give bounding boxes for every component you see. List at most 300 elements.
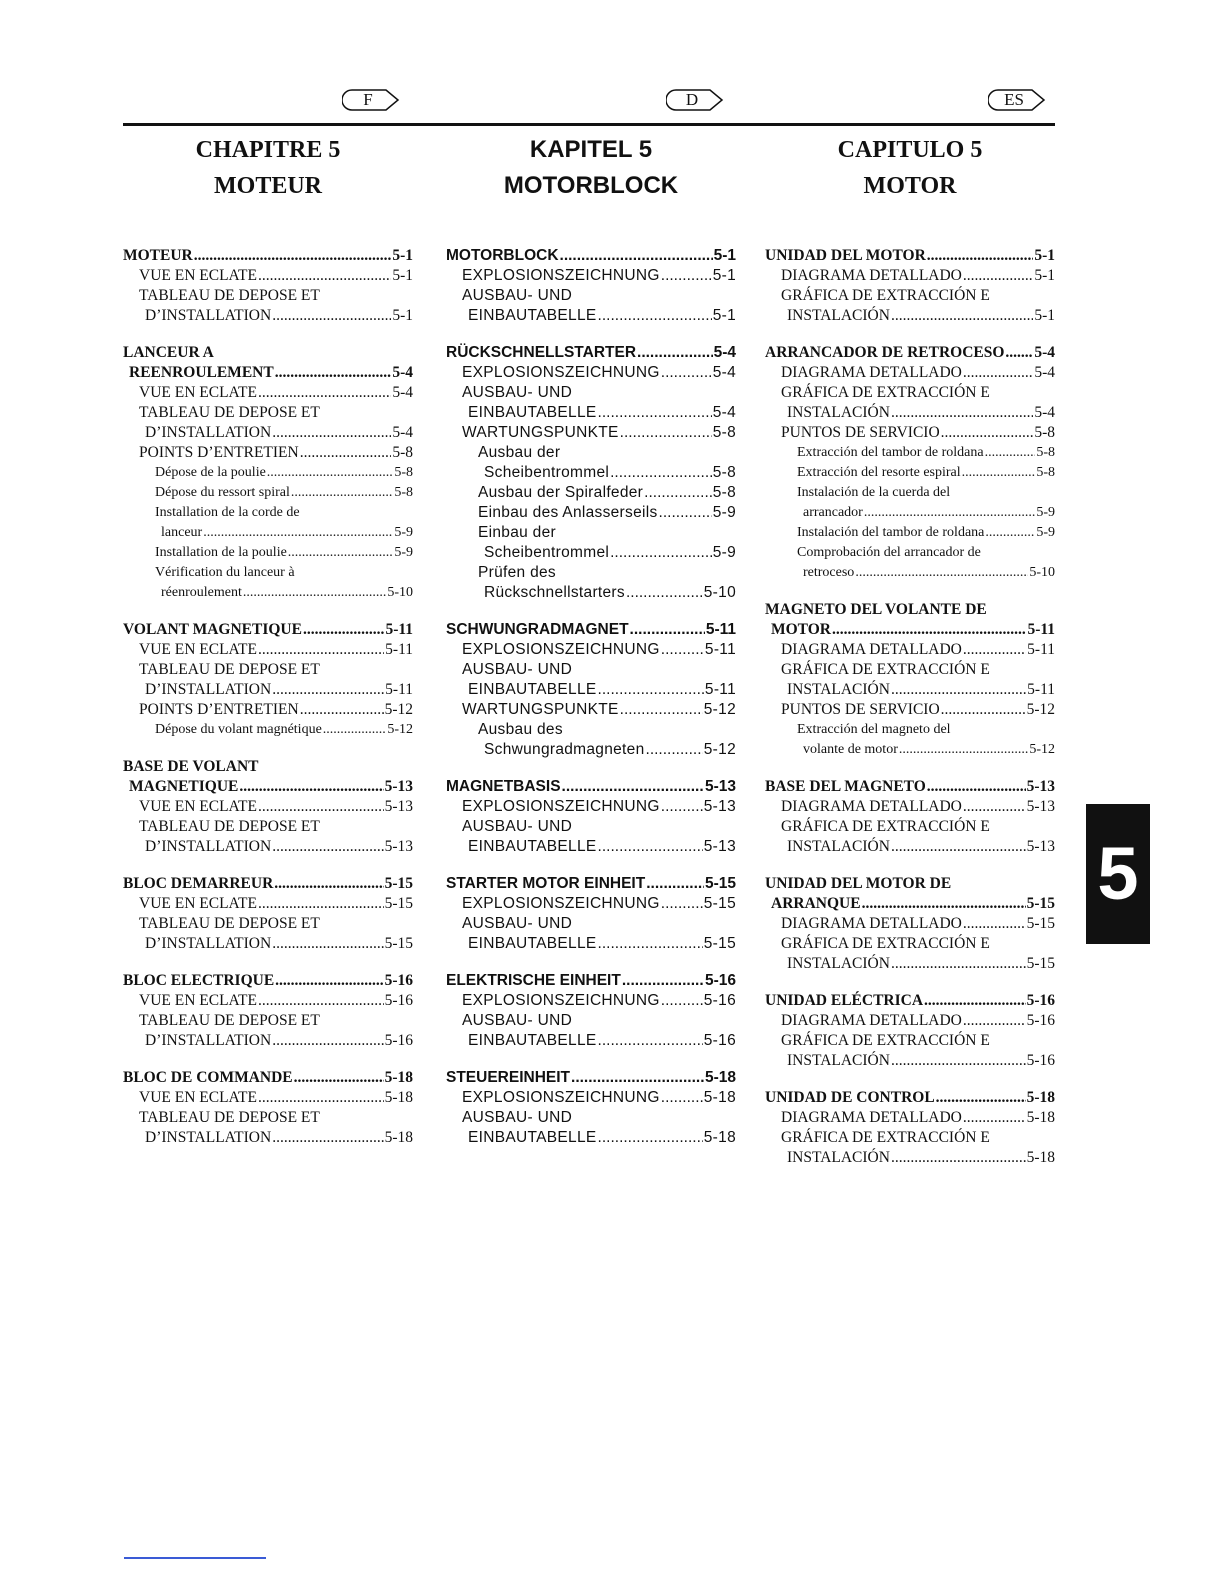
toc-entry-title: UNIDAD ELÉCTRICA xyxy=(765,992,924,1009)
toc-entry xyxy=(123,306,413,326)
toc-entry-page: 5-1 xyxy=(392,267,413,284)
toc-entry-title: TABLEAU DE DEPOSE ET xyxy=(139,1012,320,1029)
dot-leader xyxy=(272,306,391,326)
dot-leader xyxy=(646,740,703,760)
toc-entry xyxy=(446,363,736,383)
toc-entry xyxy=(765,543,1055,563)
toc-entry-title: VUE EN ECLATE xyxy=(139,992,257,1009)
dot-leader xyxy=(288,543,394,563)
toc-section xyxy=(446,1068,736,1148)
toc-entry xyxy=(123,620,413,640)
toc-entry-title: AUSBAU- UND xyxy=(462,818,573,835)
dot-leader xyxy=(620,700,703,720)
toc-entry-title: MOTEUR xyxy=(123,247,193,264)
chapter-number: CHAPITRE 5 xyxy=(195,137,341,163)
dot-leader xyxy=(927,246,1034,266)
toc-entry xyxy=(123,777,413,797)
dot-leader xyxy=(272,1128,383,1148)
toc-entry-page: 5-8 xyxy=(392,444,413,461)
toc-entry-title: DIAGRAMA DETALLADO xyxy=(781,267,962,284)
toc-entry xyxy=(765,1128,1055,1148)
toc-entry-page: 5-8 xyxy=(394,485,413,500)
toc-entry-title: SCHWUNGRADMAGNET xyxy=(446,621,629,638)
toc-entry xyxy=(123,660,413,680)
dot-leader xyxy=(274,874,383,894)
toc-entry-title: DIAGRAMA DETALLADO xyxy=(781,798,962,815)
toc-entry-title: Instalación del tambor de roldana xyxy=(797,525,985,540)
toc-entry-title: AUSBAU- UND xyxy=(462,661,573,678)
language-badge-german xyxy=(666,88,726,112)
toc-entry-page: 5-4 xyxy=(1034,364,1055,381)
toc-entry-page: 5-10 xyxy=(387,585,413,600)
toc-entry xyxy=(765,817,1055,837)
toc-entry-page: 5-12 xyxy=(703,701,736,718)
toc-entry-title: VOLANT MAGNETIQUE xyxy=(123,621,302,638)
toc-entry-title: MAGNETIQUE xyxy=(129,778,239,795)
toc-entry xyxy=(123,503,413,523)
toc-entry-page: 5-15 xyxy=(384,935,413,952)
toc-entry-title: D’INSTALLATION xyxy=(145,681,272,698)
toc-entry xyxy=(765,403,1055,423)
dot-leader xyxy=(891,680,1026,700)
toc-section xyxy=(765,600,1055,760)
toc-entry-title: VUE EN ECLATE xyxy=(139,267,257,284)
toc-entry-title: VUE EN ECLATE xyxy=(139,1089,257,1106)
toc-entry-page: 5-18 xyxy=(1026,1109,1055,1126)
toc-entry-page: 5-8 xyxy=(712,484,736,501)
toc-entry xyxy=(123,423,413,443)
toc-entry xyxy=(765,600,1055,620)
toc-entry-title: TABLEAU DE DEPOSE ET xyxy=(139,287,320,304)
toc-entry xyxy=(123,523,413,543)
toc-entry-title: Vérification du lanceur à xyxy=(155,565,295,580)
dot-leader xyxy=(1005,343,1033,363)
language-code: ES xyxy=(1004,90,1024,109)
toc-entry-title: MAGNETBASIS xyxy=(446,778,561,795)
dot-leader xyxy=(855,563,1028,583)
dot-leader xyxy=(272,934,383,954)
dot-leader xyxy=(941,700,1026,720)
toc-entry-title: EXPLOSIONSZEICHNUNG xyxy=(462,364,660,381)
toc-entry xyxy=(765,894,1055,914)
toc-entry-title: INSTALACIÓN xyxy=(787,838,890,855)
toc-entry xyxy=(765,363,1055,383)
toc-entry-title: EXPLOSIONSZEICHNUNG xyxy=(462,895,660,912)
toc-entry xyxy=(765,463,1055,483)
toc-entry xyxy=(765,1088,1055,1108)
toc-entry-title: DIAGRAMA DETALLADO xyxy=(781,915,962,932)
language-code: D xyxy=(685,90,699,109)
chapter-number: KAPITEL 5 xyxy=(529,136,653,163)
toc-entry-page: 5-10 xyxy=(703,584,736,601)
footer-link-line xyxy=(124,1557,266,1559)
toc-entry xyxy=(446,680,736,700)
toc-entry-page: 5-1 xyxy=(392,307,413,324)
toc-entry xyxy=(446,894,736,914)
dot-leader xyxy=(985,443,1036,463)
toc-entry-title: EINBAUTABELLE xyxy=(468,404,597,421)
toc-entry-title: EXPLOSIONSZEICHNUNG xyxy=(462,267,660,284)
toc-entry xyxy=(123,563,413,583)
toc-entry xyxy=(123,343,413,363)
toc-entry xyxy=(446,563,736,583)
toc-entry-title: retroceso xyxy=(803,565,855,580)
toc-entry-page: 5-16 xyxy=(1026,1012,1055,1029)
toc-entry-title: AUSBAU- UND xyxy=(462,915,573,932)
toc-entry-title: PUNTOS DE SERVICIO xyxy=(781,701,940,718)
toc-section xyxy=(446,777,736,857)
toc-entry xyxy=(123,483,413,503)
toc-entry xyxy=(123,991,413,1011)
toc-entry xyxy=(123,971,413,991)
toc-entry xyxy=(765,423,1055,443)
toc-entry-page: 5-16 xyxy=(384,1032,413,1049)
toc-entry-page: 5-12 xyxy=(1026,701,1055,718)
toc-entry-title: BLOC DEMARREUR xyxy=(123,875,274,892)
toc-entry-title: EXPLOSIONSZEICHNUNG xyxy=(462,992,660,1009)
toc-entry xyxy=(446,817,736,837)
toc-entry xyxy=(123,286,413,306)
toc-entry xyxy=(123,1031,413,1051)
toc-entry-page: 5-16 xyxy=(384,972,413,989)
toc-entry-title: INSTALACIÓN xyxy=(787,955,890,972)
dot-leader xyxy=(963,363,1033,383)
toc-entry-page: 5-4 xyxy=(392,424,413,441)
language-badge-spanish xyxy=(988,88,1048,112)
toc-section xyxy=(123,757,413,857)
dot-leader xyxy=(300,443,392,463)
toc-entry-page: 5-1 xyxy=(1034,307,1055,324)
dot-leader xyxy=(864,503,1035,523)
toc-entry-page: 5-18 xyxy=(1026,1089,1055,1106)
toc-entry xyxy=(765,874,1055,894)
toc-entry-title: UNIDAD DEL MOTOR DE xyxy=(765,875,952,892)
toc-entry-page: 5-18 xyxy=(1026,1149,1055,1166)
dot-leader xyxy=(294,1068,384,1088)
toc-entry xyxy=(765,343,1055,363)
table-of-contents xyxy=(123,246,413,1148)
toc-entry-title: GRÁFICA DE EXTRACCIÓN E xyxy=(781,935,990,952)
toc-entry-title: GRÁFICA DE EXTRACCIÓN E xyxy=(781,287,990,304)
dot-leader xyxy=(963,1108,1026,1128)
toc-entry-page: 5-11 xyxy=(704,641,736,658)
toc-entry-page: 5-13 xyxy=(1026,798,1055,815)
dot-leader xyxy=(598,934,703,954)
toc-entry-title: Comprobación del arrancador de xyxy=(797,545,981,560)
toc-entry-page: 5-9 xyxy=(1036,525,1055,540)
toc-entry-title: Ausbau der Spiralfeder xyxy=(478,484,644,501)
toc-entry-title: Extracción del tambor de roldana xyxy=(797,445,984,460)
toc-entry-title: ARRANCADOR DE RETROCESO xyxy=(765,344,1005,361)
toc-entry xyxy=(765,837,1055,857)
dot-leader xyxy=(661,894,703,914)
toc-entry-title: VUE EN ECLATE xyxy=(139,384,257,401)
toc-entry-title: Scheibentrommel xyxy=(484,544,610,561)
toc-entry-page: 5-9 xyxy=(712,504,736,521)
toc-entry-page: 5-12 xyxy=(703,741,736,758)
toc-entry-title: VUE EN ECLATE xyxy=(139,895,257,912)
dot-leader xyxy=(258,894,384,914)
toc-entry-page: 5-1 xyxy=(1034,267,1055,284)
toc-entry xyxy=(765,720,1055,740)
toc-entry-title: Instalación de la cuerda del xyxy=(797,485,951,500)
toc-entry xyxy=(446,1128,736,1148)
toc-section xyxy=(446,620,736,760)
toc-entry xyxy=(446,1088,736,1108)
toc-entry-title: EINBAUTABELLE xyxy=(468,307,597,324)
toc-entry xyxy=(765,503,1055,523)
dot-leader xyxy=(291,483,393,503)
chapter-title: MOTOR xyxy=(863,173,957,199)
toc-entry-title: VUE EN ECLATE xyxy=(139,798,257,815)
dot-leader xyxy=(194,246,392,266)
toc-entry xyxy=(123,894,413,914)
dot-leader xyxy=(927,777,1026,797)
toc-entry-title: TABLEAU DE DEPOSE ET xyxy=(139,818,320,835)
toc-entry-title: EINBAUTABELLE xyxy=(468,935,597,952)
toc-entry-page: 5-11 xyxy=(1027,621,1055,638)
toc-entry xyxy=(123,874,413,894)
toc-entry-title: Scheibentrommel xyxy=(484,464,610,481)
toc-entry xyxy=(765,797,1055,817)
toc-section xyxy=(765,991,1055,1071)
dot-leader xyxy=(243,583,386,603)
toc-entry-page: 5-1 xyxy=(1034,247,1055,264)
toc-entry-title: AUSBAU- UND xyxy=(462,1012,573,1029)
toc-entry xyxy=(446,1011,736,1031)
toc-entry-page: 5-8 xyxy=(712,424,736,441)
language-code: F xyxy=(363,90,373,109)
toc-entry xyxy=(446,1031,736,1051)
dot-leader xyxy=(323,720,387,740)
dot-leader xyxy=(258,640,384,660)
toc-entry xyxy=(765,640,1055,660)
dot-leader xyxy=(598,403,712,423)
toc-entry xyxy=(446,306,736,326)
toc-entry xyxy=(446,483,736,503)
column-spanish xyxy=(765,132,1055,1185)
toc-section xyxy=(765,343,1055,583)
dot-leader xyxy=(941,423,1034,443)
toc-entry xyxy=(765,954,1055,974)
toc-entry xyxy=(446,660,736,680)
toc-entry-title: BASE DEL MAGNETO xyxy=(765,778,926,795)
toc-entry-title: Ausbau des xyxy=(478,721,563,738)
toc-entry-title: Ausbau der xyxy=(478,444,561,461)
toc-entry-page: 5-11 xyxy=(385,621,413,638)
toc-section xyxy=(123,343,413,603)
toc-entry-page: 5-13 xyxy=(1026,778,1055,795)
header-rule xyxy=(123,123,1055,126)
toc-entry-page: 5-16 xyxy=(1026,992,1055,1009)
dot-leader xyxy=(258,991,384,1011)
toc-entry xyxy=(123,757,413,777)
toc-entry-page: 5-8 xyxy=(1036,465,1055,480)
chapter-number: CAPITULO 5 xyxy=(837,137,983,163)
toc-entry-page: 5-13 xyxy=(1026,838,1055,855)
toc-entry-title: INSTALACIÓN xyxy=(787,307,890,324)
toc-entry-page: 5-15 xyxy=(384,875,413,892)
dot-leader xyxy=(891,1051,1026,1071)
toc-entry-title: INSTALACIÓN xyxy=(787,1052,890,1069)
toc-entry xyxy=(765,620,1055,640)
toc-entry-page: 5-4 xyxy=(712,404,736,421)
dot-leader xyxy=(239,777,383,797)
toc-entry-page: 5-13 xyxy=(384,838,413,855)
toc-entry-page: 5-1 xyxy=(713,247,736,264)
dot-leader xyxy=(610,463,712,483)
language-badge-french xyxy=(342,88,402,112)
toc-entry-title: TABLEAU DE DEPOSE ET xyxy=(139,915,320,932)
toc-entry-page: 5-12 xyxy=(387,722,413,737)
toc-entry xyxy=(765,1108,1055,1128)
toc-entry xyxy=(765,660,1055,680)
toc-entry xyxy=(446,246,736,266)
dot-leader xyxy=(275,971,383,991)
toc-entry-title: MOTORBLOCK xyxy=(446,247,559,264)
toc-section xyxy=(765,246,1055,326)
toc-entry xyxy=(765,246,1055,266)
toc-entry-page: 5-8 xyxy=(1036,445,1055,460)
toc-entry xyxy=(446,720,736,740)
toc-entry-title: INSTALACIÓN xyxy=(787,1149,890,1166)
toc-entry-page: 5-9 xyxy=(394,525,413,540)
toc-entry-page: 5-16 xyxy=(704,972,736,989)
toc-entry xyxy=(123,1128,413,1148)
toc-entry xyxy=(446,914,736,934)
toc-entry xyxy=(446,463,736,483)
toc-entry xyxy=(446,523,736,543)
toc-entry xyxy=(765,443,1055,463)
toc-entry-title: D’INSTALLATION xyxy=(145,838,272,855)
toc-entry-page: 5-18 xyxy=(384,1069,413,1086)
dot-leader xyxy=(661,991,703,1011)
toc-entry xyxy=(446,343,736,363)
toc-entry xyxy=(446,503,736,523)
toc-entry xyxy=(765,991,1055,1011)
toc-entry-title: LANCEUR A xyxy=(123,344,214,361)
toc-entry-title: Installation de la poulie xyxy=(155,545,287,560)
dot-leader xyxy=(598,1031,703,1051)
dot-leader xyxy=(936,1088,1026,1108)
dot-leader xyxy=(661,266,712,286)
dot-leader xyxy=(598,1128,703,1148)
toc-entry-title: AUSBAU- UND xyxy=(462,287,573,304)
toc-entry xyxy=(765,777,1055,797)
toc-entry xyxy=(446,777,736,797)
toc-entry-page: 5-8 xyxy=(394,465,413,480)
chapter-tab-marker: 5 xyxy=(1086,804,1150,944)
dot-leader xyxy=(963,1011,1026,1031)
toc-entry-page: 5-18 xyxy=(704,1069,736,1086)
dot-leader xyxy=(258,383,391,403)
toc-entry-title: DIAGRAMA DETALLADO xyxy=(781,364,962,381)
toc-entry-title: GRÁFICA DE EXTRACCIÓN E xyxy=(781,1032,990,1049)
dot-leader xyxy=(891,403,1033,423)
dot-leader xyxy=(598,680,704,700)
toc-entry xyxy=(446,971,736,991)
column-french xyxy=(123,132,413,1165)
toc-entry xyxy=(765,740,1055,760)
toc-entry-page: 5-18 xyxy=(703,1129,736,1146)
dot-leader xyxy=(630,620,705,640)
toc-entry xyxy=(123,266,413,286)
dot-leader xyxy=(258,797,384,817)
toc-entry-title: EXPLOSIONSZEICHNUNG xyxy=(462,1089,660,1106)
toc-entry-page: 5-16 xyxy=(703,992,736,1009)
dot-leader xyxy=(258,266,391,286)
toc-entry xyxy=(765,266,1055,286)
dot-leader xyxy=(862,894,1026,914)
toc-entry xyxy=(765,306,1055,326)
toc-entry-title: PUNTOS DE SERVICIO xyxy=(781,424,940,441)
toc-entry xyxy=(123,1068,413,1088)
toc-entry-title: EINBAUTABELLE xyxy=(468,1032,597,1049)
toc-entry xyxy=(123,443,413,463)
toc-entry-page: 5-13 xyxy=(704,778,736,795)
toc-entry-title: Einbau der xyxy=(478,524,556,541)
toc-entry xyxy=(446,1068,736,1088)
toc-entry-page: 5-1 xyxy=(712,267,736,284)
toc-section xyxy=(123,1068,413,1148)
toc-entry-page: 5-9 xyxy=(394,545,413,560)
toc-entry-title: EINBAUTABELLE xyxy=(468,1129,597,1146)
toc-entry xyxy=(123,640,413,660)
toc-section xyxy=(446,971,736,1051)
toc-entry xyxy=(765,680,1055,700)
toc-entry xyxy=(765,563,1055,583)
toc-entry-page: 5-13 xyxy=(703,798,736,815)
dot-leader xyxy=(620,423,712,443)
dot-leader xyxy=(275,363,392,383)
toc-entry-title: Extracción del resorte espiral xyxy=(797,465,961,480)
toc-entry xyxy=(123,583,413,603)
toc-entry xyxy=(123,403,413,423)
toc-entry-title: RÜCKSCHNELLSTARTER xyxy=(446,344,637,361)
dot-leader xyxy=(598,306,712,326)
toc-entry-title: GRÁFICA DE EXTRACCIÓN E xyxy=(781,818,990,835)
toc-entry-title: GRÁFICA DE EXTRACCIÓN E xyxy=(781,661,990,678)
toc-entry xyxy=(123,817,413,837)
dot-leader xyxy=(659,503,712,523)
toc-entry xyxy=(765,934,1055,954)
toc-entry-page: 5-15 xyxy=(1026,895,1055,912)
toc-entry-page: 5-18 xyxy=(703,1089,736,1106)
dot-leader xyxy=(646,874,704,894)
toc-entry-page: 5-9 xyxy=(712,544,736,561)
chapter-title: MOTEUR xyxy=(214,173,322,199)
dot-leader xyxy=(924,991,1026,1011)
toc-entry xyxy=(446,797,736,817)
toc-entry-title: Einbau des Anlasserseils xyxy=(478,504,658,521)
dot-leader xyxy=(985,523,1035,543)
dot-leader xyxy=(598,837,703,857)
toc-entry-title: UNIDAD DE CONTROL xyxy=(765,1089,935,1106)
toc-entry-page: 5-11 xyxy=(704,681,736,698)
toc-entry-title: GRÁFICA DE EXTRACCIÓN E xyxy=(781,1129,990,1146)
toc-section xyxy=(123,620,413,740)
toc-entry xyxy=(446,640,736,660)
toc-entry-page: 5-8 xyxy=(712,464,736,481)
toc-entry xyxy=(765,1011,1055,1031)
dot-leader xyxy=(891,306,1033,326)
toc-entry-page: 5-15 xyxy=(704,875,736,892)
dot-leader xyxy=(661,640,704,660)
dot-leader xyxy=(203,523,393,543)
dot-leader xyxy=(661,1088,703,1108)
toc-entry-title: AUSBAU- UND xyxy=(462,384,573,401)
toc-entry-title: DIAGRAMA DETALLADO xyxy=(781,1012,962,1029)
